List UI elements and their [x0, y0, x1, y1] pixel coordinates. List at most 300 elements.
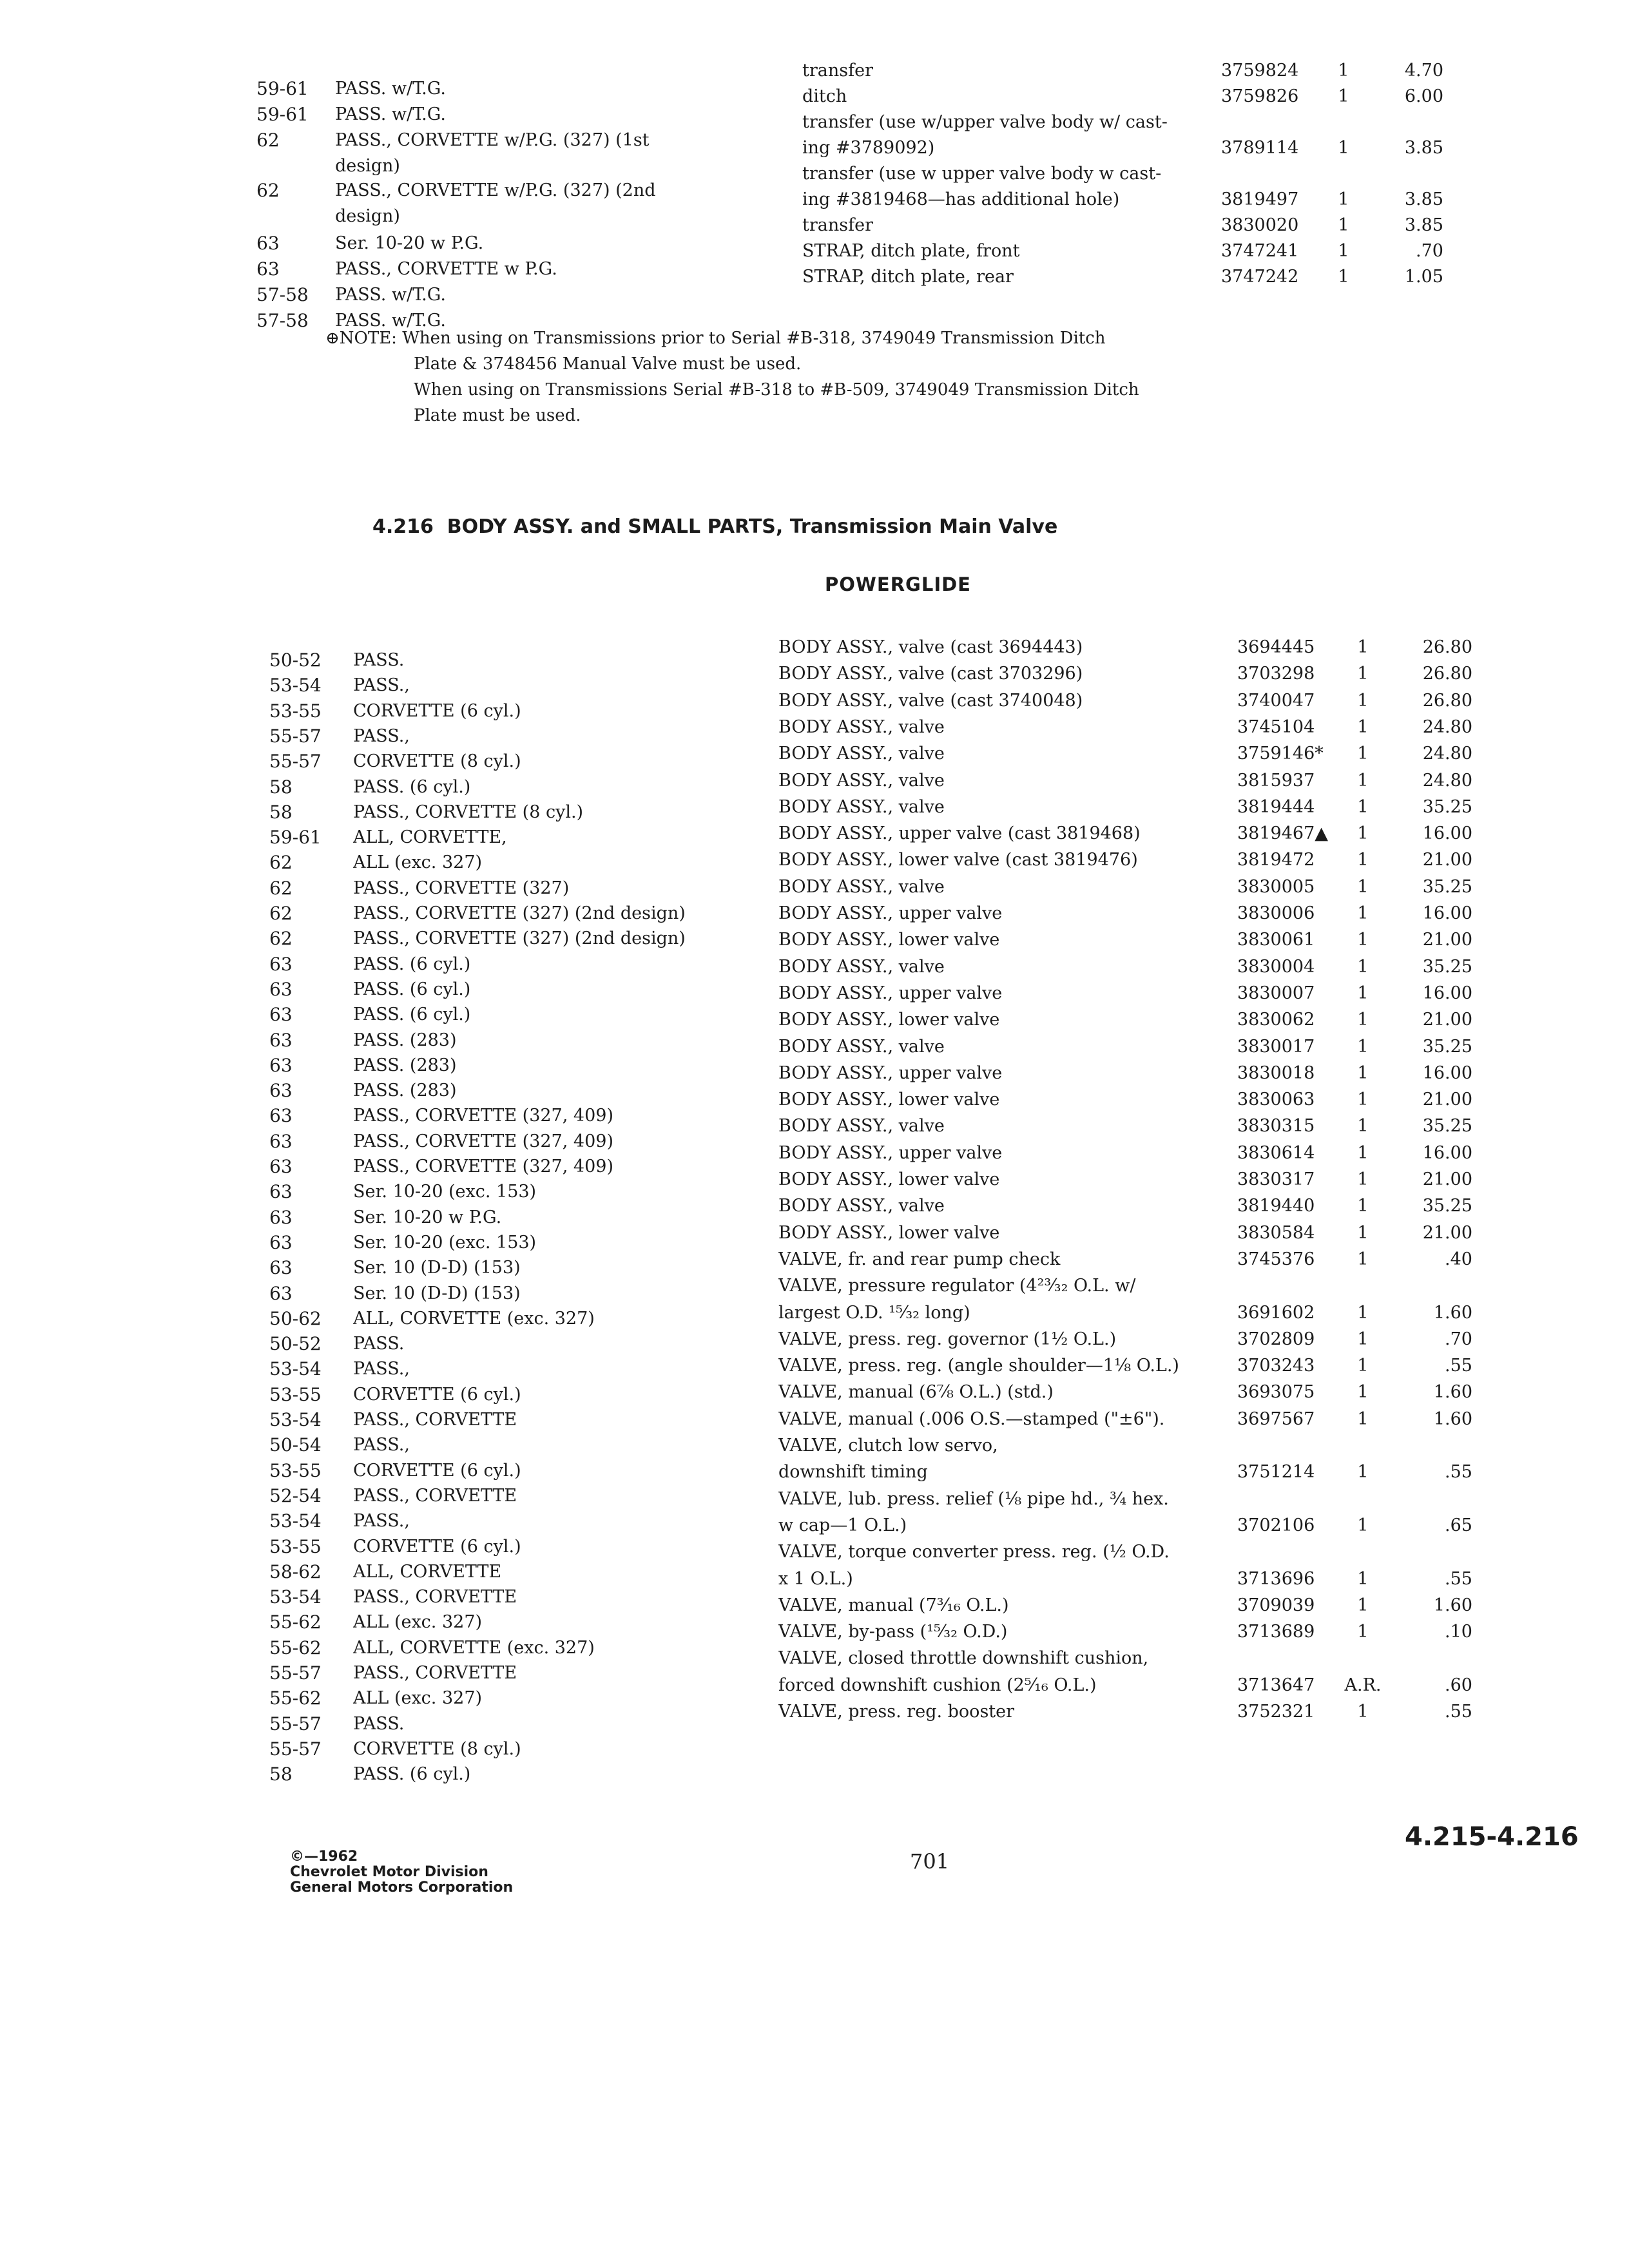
- part-row: [0, 1140, 1579, 1166]
- application: PASS. (283): [353, 1081, 457, 1101]
- model-years: 62: [269, 903, 293, 924]
- model-years: 50-52: [269, 649, 322, 671]
- page-reference: 4.215-4.216: [1405, 1822, 1579, 1852]
- part-description: VALVE, manual (6⅞ O.L.) (std.): [778, 1382, 1054, 1403]
- part-row: [0, 1061, 1579, 1086]
- application: design): [335, 156, 400, 176]
- price: 16.00: [1422, 1062, 1472, 1083]
- part-row: [0, 1566, 1579, 1592]
- quantity: 1: [1357, 1408, 1369, 1429]
- part-description: BODY ASSY., upper valve (cast 3819468): [778, 823, 1141, 844]
- price: 35.25: [1422, 956, 1472, 977]
- model-years: 58: [269, 1763, 293, 1785]
- price: 26.80: [1422, 690, 1472, 711]
- part-row: [0, 635, 1579, 660]
- part-row: [0, 1113, 1579, 1139]
- price: 35.25: [1422, 876, 1472, 897]
- part-row: [0, 715, 1579, 740]
- quantity: 1: [1357, 1169, 1369, 1189]
- part-description: BODY ASSY., lower valve: [778, 930, 1000, 950]
- model-years: 63: [269, 1206, 293, 1228]
- note-line: When using on Transmissions Serial #B-318 to #B-509, 3749049 Transmission Ditch: [414, 380, 1139, 399]
- part-number: 3745104: [1237, 716, 1315, 737]
- part-number: 3752321: [1237, 1702, 1315, 1722]
- part-number: 3830018: [1237, 1062, 1315, 1083]
- part-row: [0, 954, 1579, 980]
- price: 21.00: [1422, 1222, 1472, 1243]
- price: 21.00: [1422, 850, 1472, 870]
- quantity: 1: [1357, 983, 1369, 1003]
- application: PASS., CORVETTE (327) (2nd design): [353, 903, 686, 923]
- part-description: VALVE, manual (7³⁄₁₆ O.L.): [778, 1595, 1009, 1615]
- model-years: 62: [256, 180, 280, 201]
- application: Ser. 10 (D-D) (153): [353, 1283, 521, 1303]
- division: Chevrolet Motor Division: [290, 1864, 488, 1880]
- part-row: [0, 84, 1579, 110]
- model-years: 59-61: [256, 78, 309, 99]
- model-years: 53-54: [269, 1586, 322, 1608]
- quantity: 1: [1338, 215, 1349, 235]
- application: PASS.,: [353, 675, 410, 696]
- part-row: [0, 1247, 1579, 1273]
- part-row: [0, 58, 1579, 84]
- price: 6.00: [1404, 86, 1443, 106]
- price: 26.80: [1422, 637, 1472, 657]
- part-description: forced downshift cushion (2⁵⁄₁₆ O.L.): [778, 1675, 1097, 1695]
- application: PASS., CORVETTE (8 cyl.): [353, 802, 584, 822]
- application: ALL, CORVETTE (exc. 327): [353, 1637, 595, 1658]
- model-years: 63: [269, 1181, 293, 1203]
- price: 21.00: [1422, 930, 1472, 950]
- part-number: 3830063: [1237, 1090, 1315, 1110]
- application: CORVETTE (6 cyl.): [353, 700, 521, 721]
- application: CORVETTE (8 cyl.): [353, 1738, 521, 1759]
- application: PASS. w/T.G.: [335, 79, 446, 99]
- application: PASS., CORVETTE: [353, 1410, 517, 1430]
- part-row: [0, 238, 1579, 264]
- section-number: 4.216: [372, 515, 434, 538]
- application: PASS. (6 cyl.): [353, 1004, 471, 1025]
- part-row: [0, 161, 1579, 187]
- part-row: [0, 1087, 1579, 1113]
- part-description: VALVE, by-pass (¹⁵⁄₃₂ O.D.): [778, 1622, 1008, 1642]
- quantity: 1: [1357, 1010, 1369, 1030]
- application: ALL, CORVETTE (exc. 327): [353, 1308, 595, 1329]
- model-years: 63: [269, 1130, 293, 1152]
- price: 1.60: [1433, 1302, 1472, 1323]
- part-description: w cap—1 O.L.): [778, 1515, 907, 1535]
- price: 24.80: [1422, 744, 1472, 764]
- price: .55: [1445, 1356, 1472, 1376]
- application: PASS., CORVETTE (327, 409): [353, 1157, 613, 1177]
- price: 16.00: [1422, 983, 1472, 1003]
- part-row: [0, 1034, 1579, 1060]
- model-years: 53-54: [269, 1510, 322, 1532]
- model-years: 53-55: [269, 1459, 322, 1481]
- application: PASS., CORVETTE (327): [353, 878, 570, 898]
- quantity: 1: [1357, 690, 1369, 711]
- model-years: 63: [269, 953, 293, 975]
- part-description: transfer (use w upper valve body w cast-: [802, 164, 1162, 184]
- part-number: 3830007: [1237, 983, 1315, 1003]
- quantity: 1: [1357, 664, 1369, 684]
- model-years: 63: [269, 1080, 293, 1102]
- quantity: 1: [1357, 1329, 1369, 1349]
- price: 35.25: [1422, 1196, 1472, 1216]
- part-number: 3702809: [1237, 1329, 1315, 1349]
- quantity: 1: [1338, 86, 1349, 106]
- part-row: [0, 821, 1579, 847]
- application: PASS., CORVETTE: [353, 1485, 517, 1506]
- application: PASS. w/T.G.: [335, 104, 446, 124]
- part-row: [0, 794, 1579, 820]
- part-number: 3830584: [1237, 1222, 1315, 1243]
- model-years: 62: [269, 928, 293, 950]
- model-years: 63: [269, 1105, 293, 1127]
- part-row: [0, 847, 1579, 873]
- part-number: 3830017: [1237, 1036, 1315, 1057]
- part-number: 3694445: [1237, 637, 1315, 657]
- section-subhead: POWERGLIDE: [825, 573, 971, 595]
- part-row: [0, 874, 1579, 900]
- part-number: 3747242: [1221, 267, 1299, 287]
- part-description: VALVE, lub. press. relief (⅛ pipe hd., ¾ hex.: [778, 1488, 1169, 1509]
- part-row: [0, 1459, 1579, 1485]
- price: .40: [1445, 1249, 1472, 1269]
- model-years: 63: [269, 1004, 293, 1026]
- quantity: 1: [1357, 850, 1369, 870]
- model-years: 55-57: [269, 751, 322, 773]
- part-row: [0, 1673, 1579, 1698]
- model-years: 63: [269, 1029, 293, 1051]
- part-number: 3815937: [1237, 770, 1315, 791]
- model-years: 53-54: [269, 1358, 322, 1380]
- part-number: 3830317: [1237, 1169, 1315, 1189]
- model-years: 55-57: [269, 1713, 322, 1735]
- part-description: STRAP, ditch plate, front: [802, 241, 1020, 261]
- part-number: 3747241: [1221, 241, 1299, 261]
- price: 1.60: [1433, 1595, 1472, 1615]
- model-years: 63: [269, 978, 293, 1000]
- part-row: [0, 1407, 1579, 1432]
- model-years: 62: [256, 130, 280, 151]
- part-number: 3830062: [1237, 1010, 1315, 1030]
- model-years: 55-57: [269, 1738, 322, 1760]
- quantity: 1: [1357, 1595, 1369, 1615]
- price: 35.25: [1422, 1116, 1472, 1137]
- part-description: VALVE, press. reg. booster: [778, 1702, 1015, 1722]
- application: PASS. (283): [353, 1030, 457, 1050]
- price: .55: [1445, 1702, 1472, 1722]
- quantity: 1: [1357, 770, 1369, 791]
- part-row: [0, 1619, 1579, 1645]
- part-row: [0, 1007, 1579, 1033]
- application: ALL (exc. 327): [353, 1612, 483, 1633]
- note-line: Plate must be used.: [414, 406, 581, 425]
- model-years: 52-54: [269, 1485, 322, 1506]
- part-number: 3693075: [1237, 1382, 1315, 1403]
- part-description: VALVE, press. reg. (angle shoulder—1⅛ O.L.): [778, 1356, 1179, 1376]
- price: 4.70: [1404, 61, 1443, 81]
- part-number: 3713689: [1237, 1622, 1315, 1642]
- note-line: ⊕NOTE: When using on Transmissions prior to Serial #B-318, 3749049 Transmission Ditch: [325, 329, 1106, 348]
- model-years: 55-62: [269, 1637, 322, 1658]
- application-row: [0, 1736, 805, 1762]
- part-description: BODY ASSY., valve: [778, 716, 945, 737]
- price: 24.80: [1422, 716, 1472, 737]
- price: 21.00: [1422, 1169, 1472, 1189]
- part-number: 3713696: [1237, 1568, 1315, 1589]
- part-row: [0, 927, 1579, 953]
- part-row: [0, 213, 1579, 238]
- application: PASS., CORVETTE w/P.G. (327) (2nd: [335, 180, 656, 200]
- price: .70: [1445, 1329, 1472, 1349]
- model-years: 50-62: [269, 1307, 322, 1329]
- part-description: transfer: [802, 215, 873, 235]
- application: PASS., CORVETTE: [353, 1663, 517, 1683]
- application: ALL, CORVETTE,: [353, 827, 507, 848]
- part-description: VALVE, clutch low servo,: [778, 1436, 998, 1456]
- application: PASS.,: [353, 1435, 410, 1456]
- part-number: 3740047: [1237, 690, 1315, 711]
- part-description: BODY ASSY., lower valve: [778, 1222, 1000, 1243]
- quantity: 1: [1357, 1249, 1369, 1269]
- quantity: 1: [1357, 1062, 1369, 1083]
- part-number: 3830614: [1237, 1142, 1315, 1163]
- application: Ser. 10 (D-D) (153): [353, 1258, 521, 1278]
- quantity: 1: [1338, 241, 1349, 261]
- part-row: [0, 688, 1579, 714]
- price: 24.80: [1422, 770, 1472, 791]
- part-row: [0, 661, 1579, 687]
- quantity: 1: [1357, 716, 1369, 737]
- part-description: BODY ASSY., valve (cast 3703296): [778, 664, 1083, 684]
- part-number: 3819440: [1237, 1196, 1315, 1216]
- quantity: 1: [1357, 1622, 1369, 1642]
- part-description: VALVE, closed throttle downshift cushion,: [778, 1648, 1149, 1669]
- application: PASS.,: [353, 726, 410, 746]
- quantity: 1: [1357, 930, 1369, 950]
- part-description: BODY ASSY., valve: [778, 1196, 945, 1216]
- part-description: VALVE, torque converter press. reg. (½ O.D.: [778, 1542, 1170, 1562]
- part-description: BODY ASSY., upper valve: [778, 983, 1003, 1003]
- application: PASS.,: [353, 1511, 410, 1532]
- model-years: 55-62: [269, 1687, 322, 1709]
- part-row: [0, 1193, 1579, 1219]
- price: .60: [1445, 1675, 1472, 1695]
- part-row: [0, 264, 1579, 290]
- section-name: BODY ASSY. and SMALL PARTS, Transmission Main Valve: [447, 515, 1058, 538]
- model-years: 63: [269, 1231, 293, 1253]
- application: PASS., CORVETTE (327) (2nd design): [353, 928, 686, 949]
- part-number: 3830004: [1237, 956, 1315, 977]
- price: .70: [1416, 241, 1443, 261]
- application: PASS.: [353, 1713, 405, 1734]
- quantity: 1: [1357, 823, 1369, 844]
- application: PASS.: [353, 1334, 405, 1354]
- copyright: ©—1962: [290, 1849, 358, 1865]
- part-description: ditch: [802, 86, 847, 106]
- application: PASS. (6 cyl.): [353, 979, 471, 999]
- footer-publisher: [290, 1849, 513, 1896]
- part-number: 3759824: [1221, 61, 1299, 81]
- model-years: 63: [269, 1282, 293, 1304]
- quantity: 1: [1357, 1302, 1369, 1323]
- model-years: 58: [269, 776, 293, 798]
- quantity: 1: [1357, 1090, 1369, 1110]
- model-years: 50-52: [269, 1333, 322, 1355]
- application: design): [335, 206, 400, 226]
- part-description: BODY ASSY., valve: [778, 956, 945, 977]
- price: .65: [1445, 1515, 1472, 1535]
- part-row: [0, 1273, 1579, 1299]
- part-row: [0, 110, 1579, 135]
- model-years: 53-54: [269, 1409, 322, 1430]
- application: PASS., CORVETTE (327, 409): [353, 1106, 613, 1126]
- part-description: BODY ASSY., upper valve: [778, 1062, 1003, 1083]
- part-number: 3703298: [1237, 664, 1315, 684]
- part-number: 3759146*: [1237, 744, 1324, 764]
- application: PASS., CORVETTE w/P.G. (327) (1st: [335, 130, 650, 150]
- part-description: BODY ASSY., valve: [778, 1116, 945, 1137]
- part-number: 3703243: [1237, 1356, 1315, 1376]
- quantity: 1: [1357, 1356, 1369, 1376]
- quantity: 1: [1357, 1116, 1369, 1137]
- part-description: BODY ASSY., upper valve: [778, 903, 1003, 923]
- price: 3.85: [1404, 215, 1443, 235]
- quantity: 1: [1357, 796, 1369, 817]
- model-years: 53-54: [269, 675, 322, 697]
- part-description: VALVE, manual (.006 O.S.—stamped ("±6").: [778, 1408, 1165, 1429]
- part-description: BODY ASSY., valve (cast 3694443): [778, 637, 1083, 657]
- part-description: downshift timing: [778, 1462, 928, 1483]
- part-row: [0, 135, 1579, 161]
- part-row: [0, 901, 1579, 927]
- part-description: BODY ASSY., valve: [778, 796, 945, 817]
- application: CORVETTE (6 cyl.): [353, 1384, 521, 1405]
- application: PASS., CORVETTE w P.G.: [335, 259, 557, 279]
- price: 16.00: [1422, 903, 1472, 923]
- application: CORVETTE (6 cyl.): [353, 1460, 521, 1481]
- part-row: [0, 1300, 1579, 1326]
- part-number: 3789114: [1221, 138, 1299, 158]
- application: CORVETTE (8 cyl.): [353, 751, 521, 772]
- price: 26.80: [1422, 664, 1472, 684]
- page-number: 701: [910, 1849, 950, 1874]
- price: 1.60: [1433, 1408, 1472, 1429]
- model-years: 57-58: [256, 310, 309, 331]
- application: ALL (exc. 327): [353, 852, 483, 873]
- corporation: General Motors Corporation: [290, 1879, 514, 1896]
- quantity: 1: [1338, 61, 1349, 81]
- part-number: 3830020: [1221, 215, 1299, 235]
- part-description: ing #3789092): [802, 138, 935, 158]
- model-years: 57-58: [256, 284, 309, 305]
- part-number: 3697567: [1237, 1408, 1315, 1429]
- model-years: 59-61: [256, 104, 309, 125]
- part-description: BODY ASSY., lower valve: [778, 1010, 1000, 1030]
- application: PASS.,: [353, 1359, 410, 1379]
- application: PASS. (6 cyl.): [353, 776, 471, 797]
- application: Ser. 10-20 (exc. 153): [353, 1182, 537, 1202]
- price: 21.00: [1422, 1010, 1472, 1030]
- part-description: STRAP, ditch plate, rear: [802, 267, 1014, 287]
- part-description: BODY ASSY., lower valve: [778, 1169, 1000, 1189]
- application: Ser. 10-20 w P.G.: [353, 1207, 502, 1227]
- part-description: BODY ASSY., upper valve: [778, 1142, 1003, 1163]
- model-years: 50-54: [269, 1434, 322, 1456]
- price: 21.00: [1422, 1090, 1472, 1110]
- model-years: 58: [269, 801, 293, 823]
- quantity: 1: [1338, 138, 1349, 158]
- part-description: BODY ASSY., lower valve (cast 3819476): [778, 850, 1138, 870]
- application: PASS. (283): [353, 1055, 457, 1075]
- part-description: largest O.D. ¹⁵⁄₃₂ long): [778, 1302, 970, 1323]
- model-years: 55-57: [269, 1662, 322, 1684]
- application: CORVETTE (6 cyl.): [353, 1536, 521, 1557]
- model-years: 62: [269, 852, 293, 874]
- quantity: 1: [1357, 637, 1369, 657]
- part-row: [0, 1433, 1579, 1459]
- application: PASS. (6 cyl.): [353, 954, 471, 974]
- part-row: [0, 1486, 1579, 1512]
- note-line: Plate & 3748456 Manual Valve must be used.: [414, 354, 802, 374]
- price: .55: [1445, 1462, 1472, 1483]
- part-row: [0, 1513, 1579, 1539]
- quantity: 1: [1357, 1222, 1369, 1243]
- part-row: [0, 981, 1579, 1006]
- application: PASS.: [353, 650, 405, 670]
- model-years: 63: [269, 1257, 293, 1279]
- application-row: [0, 1762, 805, 1787]
- model-years: 53-55: [269, 700, 322, 722]
- quantity: 1: [1357, 1196, 1369, 1216]
- part-description: BODY ASSY., valve: [778, 876, 945, 897]
- application: ALL, CORVETTE: [353, 1561, 502, 1582]
- part-row: [0, 768, 1579, 794]
- section-title: [372, 515, 1057, 538]
- part-row: [0, 1220, 1579, 1246]
- model-years: 62: [269, 877, 293, 899]
- application: PASS. w/T.G.: [335, 311, 446, 331]
- price: 16.00: [1422, 1142, 1472, 1163]
- quantity: A.R.: [1344, 1675, 1382, 1695]
- part-description: x 1 O.L.): [778, 1568, 853, 1589]
- part-description: BODY ASSY., valve: [778, 770, 945, 791]
- part-description: ing #3819468—has additional hole): [802, 189, 1120, 209]
- model-years: 53-55: [269, 1535, 322, 1557]
- application: Ser. 10-20 (exc. 153): [353, 1232, 537, 1253]
- quantity: 1: [1338, 267, 1349, 287]
- price: 1.05: [1404, 267, 1443, 287]
- price: 3.85: [1404, 189, 1443, 209]
- part-description: VALVE, fr. and rear pump check: [778, 1249, 1061, 1269]
- part-description: BODY ASSY., valve: [778, 744, 945, 764]
- part-number: 3751214: [1237, 1462, 1315, 1483]
- quantity: 1: [1357, 956, 1369, 977]
- application: PASS. w/T.G.: [335, 285, 446, 305]
- part-number: 3819444: [1237, 796, 1315, 817]
- part-row: [0, 1379, 1579, 1405]
- part-number: 3830005: [1237, 876, 1315, 897]
- part-description: transfer: [802, 61, 873, 81]
- model-years: 58-62: [269, 1561, 322, 1582]
- part-number: 3819497: [1221, 189, 1299, 209]
- part-number: 3830006: [1237, 903, 1315, 923]
- part-description: BODY ASSY., valve (cast 3740048): [778, 690, 1083, 711]
- part-row: [0, 187, 1579, 213]
- part-number: 3759826: [1221, 86, 1299, 106]
